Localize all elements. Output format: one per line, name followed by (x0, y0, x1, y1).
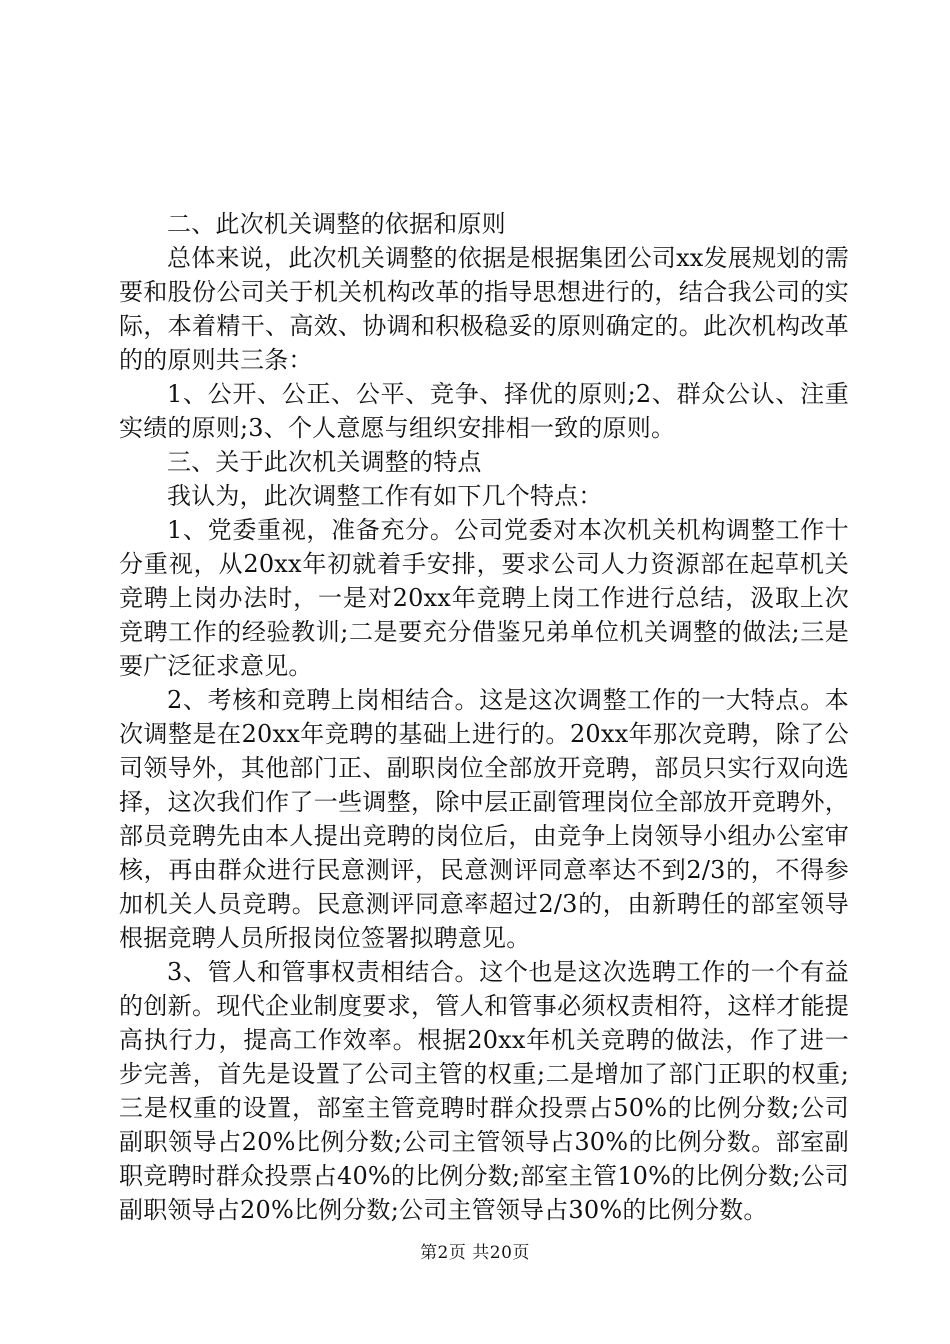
paragraph-feature-2: 2、考核和竞聘上岗相结合。这是这次调整工作的一大特点。本次调整是在20xx年竞聘的基础上进行的。20xx年那次竞聘，除了公司领导外，其他部门正、副职岗位全部放开竞聘，部员只实行双向选择，这次我们作了一些调整，除中层正副管理岗位全部放开竞聘外，部员竞聘先由本人提出竞聘的岗位后，由竞争上岗领导小组办公室审核，再由群众进行民意测评，民意测评同意率达不到2/3的，不得参加机关人员竞聘。民意测评同意率超过2/3的，由新聘任的部室领导根据竞聘人员所报岗位签署拟聘意见。 (119, 686, 849, 952)
paragraph-principles-list: 1、公开、公正、公平、竞争、择优的原则;2、群众公认、注重实绩的原则;3、个人意愿与组织安排相一致的原则。 (119, 380, 849, 442)
paragraph-basis: 总体来说，此次机关调整的依据是根据集团公司xx发展规划的需要和股份公司关于机关机构改革的指导思想进行的，结合我公司的实际，本着精干、高效、协调和积极稳妥的原则确定的。此次机构改革的的原则共三条： (119, 244, 849, 374)
paragraph-feature-1: 1、党委重视，准备充分。公司党委对本次机关机构调整工作十分重视，从20xx年初就着手安排，要求公司人力资源部在起草机关竞聘上岗办法时，一是对20xx年竞聘上岗工作进行总结，汲取上次竞聘工作的经验教训;二是要充分借鉴兄弟单位机关调整的做法;三是要广泛征求意见。 (119, 516, 849, 680)
section-heading-principles: 二、此次机关调整的依据和原则 (167, 210, 506, 238)
page-footer: 第2页 共20页 (420, 1243, 530, 1263)
section-heading-features: 三、关于此次机关调整的特点 (167, 448, 482, 476)
paragraph-features-intro: 我认为，此次调整工作有如下几个特点： (167, 482, 603, 510)
paragraph-feature-3: 3、管人和管事权责相结合。这个也是这次选聘工作的一个有益的创新。现代企业制度要求，管人和管事必须权责相符，这样才能提高执行力，提高工作效率。根据20xx年机关竞聘的做法，作了进一步完善，首先是设置了公司主管的权重;二是增加了部门正职的权重;三是权重的设置，部室主管竞聘时群众投票占50%的比例分数;公司副职领导占20%比例分数;公司主管领导占30%的比例分数。部室副职竞聘时群众投票占40%的比例分数;部室主管10%的比例分数;公司副职领导占20%比例分数;公司主管领导占30%的比例分数。 (119, 958, 849, 1224)
document-body (119, 207, 849, 1227)
